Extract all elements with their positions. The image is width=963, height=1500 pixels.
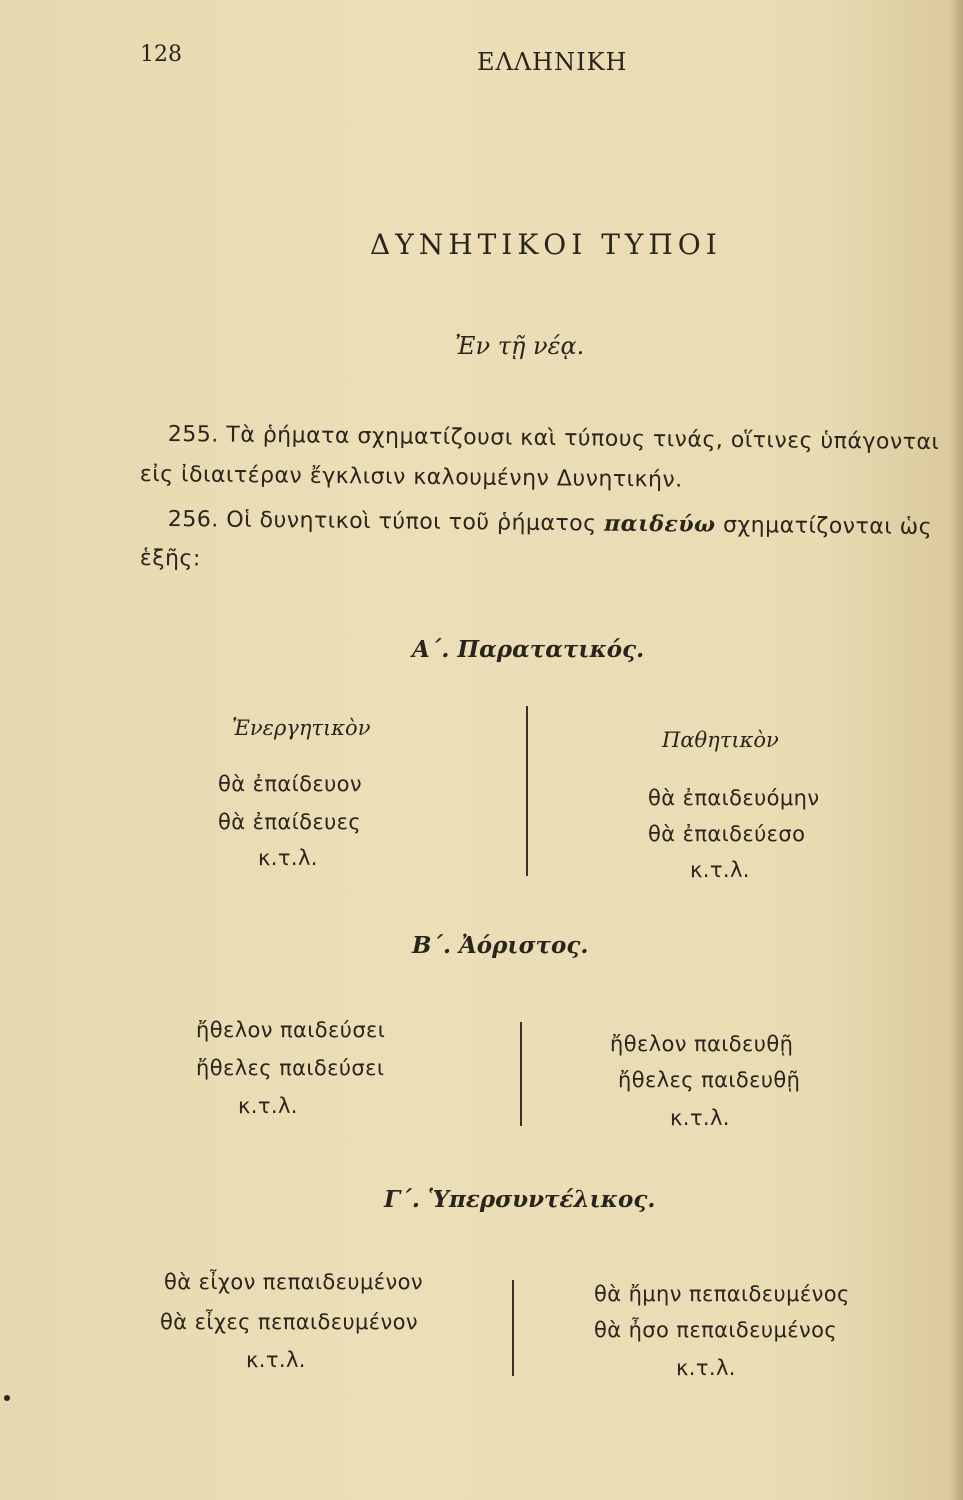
section-a-active-etc: κ.τ.λ. bbox=[258, 846, 318, 870]
section-c-heading: Γ΄. Ὑπερσυντέλικος. bbox=[384, 1186, 656, 1213]
section-c-active-form-1: θὰ εἶχον πεπαιδευμένον bbox=[164, 1270, 423, 1294]
subtitle: Ἐν τῇ νέᾳ. bbox=[455, 332, 585, 360]
section-c-active-etc: κ.τ.λ. bbox=[246, 1348, 306, 1372]
page-edge-shadow bbox=[949, 0, 963, 1500]
active-column-heading: Ἐνεργητικὸν bbox=[232, 716, 371, 740]
running-head: ΕΛΛΗΝΙΚΗ bbox=[477, 48, 628, 76]
section-c-column-divider bbox=[512, 1280, 514, 1376]
paragraph-256-verb: παιδεύω bbox=[603, 510, 716, 538]
section-b-passive-form-1: ἤθελον παιδευθῇ bbox=[610, 1032, 794, 1056]
section-b-active-form-1: ἤθελον παιδεύσει bbox=[196, 1018, 386, 1042]
section-b-passive-form-2: ἤθελες παιδευθῇ bbox=[618, 1068, 801, 1092]
paragraph-256-text-b: σχηματίζονται ὡς bbox=[722, 512, 933, 541]
section-b-passive-etc: κ.τ.λ. bbox=[670, 1106, 730, 1130]
section-b-heading: Β΄. Ἀόριστος. bbox=[412, 932, 589, 959]
section-a-passive-form-1: θὰ ἐπαιδευόμην bbox=[648, 786, 820, 810]
paragraph-255-line-1: 255. Τὰ ῥήματα σχηματίζουσι καὶ τύπους τινάς, οἵτινες ὑπάγονται bbox=[167, 422, 940, 456]
section-c-passive-etc: κ.τ.λ. bbox=[676, 1356, 736, 1380]
page-number: 128 bbox=[140, 42, 182, 67]
section-a-active-form-1: θὰ ἐπαίδευον bbox=[218, 772, 363, 796]
section-c-passive-form-1: θὰ ἤμην πεπαιδευμένος bbox=[594, 1282, 850, 1306]
paragraph-256-line-2: ἑξῆς: bbox=[139, 546, 201, 572]
passive-column-heading: Παθητικὸν bbox=[662, 728, 779, 752]
section-c-passive-form-2: θὰ ἦσο πεπαιδευμένος bbox=[594, 1318, 838, 1342]
section-a-passive-etc: κ.τ.λ. bbox=[690, 858, 750, 882]
paragraph-256-text-a: 256. Οἱ δυνητικοὶ τύποι τοῦ ῥήματος bbox=[167, 506, 597, 537]
section-b-active-form-2: ἤθελες παιδεύσει bbox=[196, 1056, 385, 1080]
section-b-column-divider bbox=[520, 1022, 522, 1126]
paragraph-256-line-1 bbox=[168, 506, 932, 540]
section-c-active-form-2: θὰ εἶχες πεπαιδευμένον bbox=[160, 1310, 419, 1334]
margin-ink-dot bbox=[4, 1395, 10, 1401]
section-title: ΔΥΝΗΤΙΚΟΙ ΤΥΠΟΙ bbox=[370, 228, 722, 261]
section-a-active-form-2: θὰ ἐπαίδευες bbox=[218, 810, 362, 834]
section-a-passive-form-2: θὰ ἐπαιδεύεσο bbox=[648, 822, 806, 846]
section-b-active-etc: κ.τ.λ. bbox=[238, 1094, 298, 1118]
paragraph-255-line-2: εἰς ἰδιαιτέραν ἔγκλισιν καλουμένην Δυνητικήν. bbox=[139, 462, 683, 493]
section-a-heading: Α΄. Παρατατικός. bbox=[412, 636, 645, 663]
section-a-column-divider bbox=[526, 706, 528, 876]
